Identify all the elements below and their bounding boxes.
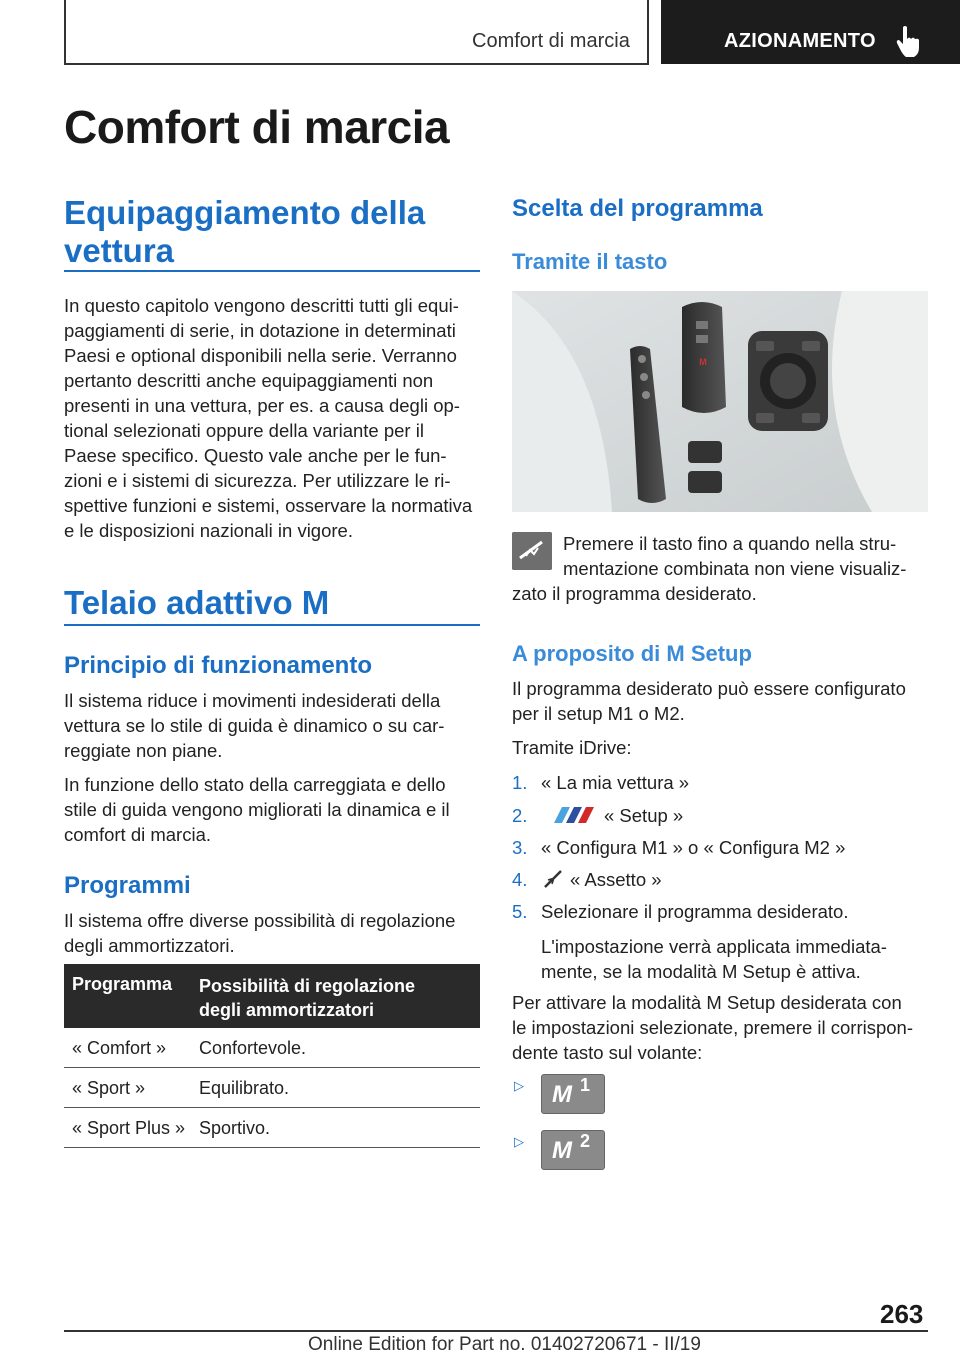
page-title: Comfort di marcia bbox=[64, 101, 450, 153]
msetup-heading: A proposito di M Setup bbox=[512, 641, 752, 666]
table-row bbox=[64, 1108, 480, 1148]
text-line: comfort di marcia. bbox=[64, 824, 212, 845]
step-number: 2. bbox=[512, 805, 528, 826]
shock-absorber-icon bbox=[542, 868, 564, 890]
text-line: dente tasto sul volante: bbox=[512, 1042, 703, 1063]
text-line: zato il programma desiderato. bbox=[512, 583, 757, 604]
steering-wheel-m1-button bbox=[541, 1074, 605, 1114]
m2-sup: 2 bbox=[580, 1131, 591, 1151]
text-line: Per attivare la modalità M Setup desiderata con bbox=[512, 992, 902, 1013]
text-line: Il sistema riduce i movimenti indesiderati della bbox=[64, 690, 441, 711]
text-line: spettive funzioni e sistemi, osservare la normativa bbox=[64, 495, 473, 516]
text-line: zioni e i sistemi di sicurezza. Per utilizzare le ri- bbox=[64, 470, 451, 491]
principle-text-1 bbox=[64, 688, 444, 763]
header-rule-mid bbox=[647, 0, 649, 64]
table-row bbox=[64, 1068, 480, 1108]
footer-edition: Online Edition for Part no. 01402720671 - II/19 bbox=[308, 1334, 701, 1355]
table-cell-setting: Confortevole. bbox=[199, 1038, 307, 1058]
step-number: 3. bbox=[512, 837, 528, 858]
text-line: L'impostazione verrà applicata immediata- bbox=[541, 936, 887, 957]
equipment-heading-line1: Equipaggiamento della bbox=[64, 194, 426, 231]
table-cell-setting: Equilibrato. bbox=[199, 1078, 290, 1098]
step-number: 5. bbox=[512, 901, 528, 922]
step-text: « Setup » bbox=[604, 805, 684, 826]
step-text: « Assetto » bbox=[570, 869, 662, 890]
button-text-cont bbox=[512, 581, 757, 606]
equipment-heading bbox=[64, 194, 425, 270]
text-line: presenti in una vettura, per es. a causa degli op- bbox=[64, 395, 460, 416]
text-line: paggiamenti di serie, in dotazione in determinati bbox=[64, 320, 456, 341]
choice-heading: Scelta del programma bbox=[512, 195, 763, 222]
text-line: tional selezionati oppure della variante per il bbox=[64, 420, 424, 441]
button-text bbox=[563, 531, 906, 581]
text-line: e le disposizioni nazionali in vigore. bbox=[64, 520, 353, 541]
table-header bbox=[64, 964, 480, 1028]
header-rule-left bbox=[64, 0, 66, 64]
principle-heading: Principio di funzionamento bbox=[64, 652, 372, 679]
equipment-heading-line2: vettura bbox=[64, 232, 175, 269]
text-line: mente, se la modalità M Setup è attiva. bbox=[541, 961, 861, 982]
header-section-title: Comfort di marcia bbox=[472, 30, 630, 52]
equipment-text bbox=[64, 293, 472, 543]
m2-label: M bbox=[552, 1137, 572, 1164]
m1-label: M bbox=[552, 1081, 572, 1108]
steering-wheel-m2-button bbox=[541, 1130, 605, 1170]
page-number: 263 bbox=[880, 1299, 924, 1329]
text-line: vettura se lo stile di guida è dinamico o su car- bbox=[64, 715, 445, 736]
text-line: Paese specifico. Questo vale anche per le fun- bbox=[64, 445, 447, 466]
table-row bbox=[64, 1028, 480, 1068]
step-text: Selezionare il programma desiderato. bbox=[541, 901, 849, 922]
programs-text bbox=[64, 908, 455, 958]
text-line: Paesi e optional disponibili nella serie. Verranno bbox=[64, 345, 457, 366]
principle-text-2 bbox=[64, 772, 450, 847]
step-5-note bbox=[541, 934, 887, 984]
idrive-label: Tramite iDrive: bbox=[512, 737, 632, 758]
text-line: per il setup M1 o M2. bbox=[512, 703, 685, 724]
equipment-heading-rule bbox=[64, 270, 480, 272]
button-heading: Tramite il tasto bbox=[512, 249, 668, 274]
footer-rule bbox=[64, 1330, 928, 1332]
text-line: reggiate non piane. bbox=[64, 740, 223, 761]
table-header-program: Programma bbox=[72, 974, 173, 994]
chassis-heading: Telaio adattivo M bbox=[64, 584, 330, 621]
text-line: In questo capitolo vengono descritti tutti gli equi- bbox=[64, 295, 459, 316]
text-line: mentazione combinata non viene visualiz- bbox=[563, 558, 907, 579]
text-line: le impostazioni selezionate, premere il corrispon- bbox=[512, 1017, 914, 1038]
m-stripes-icon bbox=[546, 805, 596, 825]
pointing-hand-icon bbox=[893, 25, 923, 57]
programs-table bbox=[64, 964, 480, 1148]
step-text: « Configura M1 » o « Configura M2 » bbox=[541, 837, 846, 858]
text-line: degli ammortizzatori. bbox=[64, 935, 235, 956]
table-cell-program: « Sport Plus » bbox=[72, 1118, 186, 1138]
programs-heading: Programmi bbox=[64, 872, 191, 899]
text-line: Il programma desiderato può essere configurato bbox=[512, 678, 906, 699]
text-line: Il sistema offre diverse possibilità di regolazione bbox=[64, 910, 456, 931]
table-cell-program: « Comfort » bbox=[72, 1038, 167, 1058]
text-line: pertanto descritti anche equipaggiamenti non bbox=[64, 370, 434, 391]
table-cell-setting: Sportivo. bbox=[199, 1118, 271, 1138]
msetup-text bbox=[512, 676, 906, 726]
step-number: 4. bbox=[512, 869, 528, 890]
suspension-icon bbox=[512, 532, 552, 570]
svg-text:M: M bbox=[699, 357, 707, 367]
chassis-heading-rule bbox=[64, 624, 480, 626]
m1-sup: 1 bbox=[580, 1075, 591, 1095]
table-header-setting bbox=[199, 974, 415, 1022]
text-line: In funzione dello stato della carreggiata e dello bbox=[64, 774, 446, 795]
step-number: 1. bbox=[512, 772, 528, 793]
table-header-setting-line1: Possibilità di regolazione bbox=[199, 976, 416, 996]
header-rule-bottom bbox=[64, 63, 649, 65]
text-line: Premere il tasto fino a quando nella stru- bbox=[563, 533, 897, 554]
table-cell-program: « Sport » bbox=[72, 1078, 146, 1098]
header-chapter-title: AZIONAMENTO bbox=[724, 30, 876, 52]
bullet-marker: ▷ bbox=[514, 1078, 524, 1093]
text-line: stile di guida vengono migliorati la dinamica e il bbox=[64, 799, 450, 820]
activate-text bbox=[512, 990, 913, 1065]
step-text: « La mia vettura » bbox=[541, 772, 690, 793]
center-console-photo bbox=[512, 291, 928, 512]
bullet-marker: ▷ bbox=[514, 1134, 524, 1149]
table-header-setting-line2: degli ammortizzatori bbox=[199, 1000, 375, 1020]
